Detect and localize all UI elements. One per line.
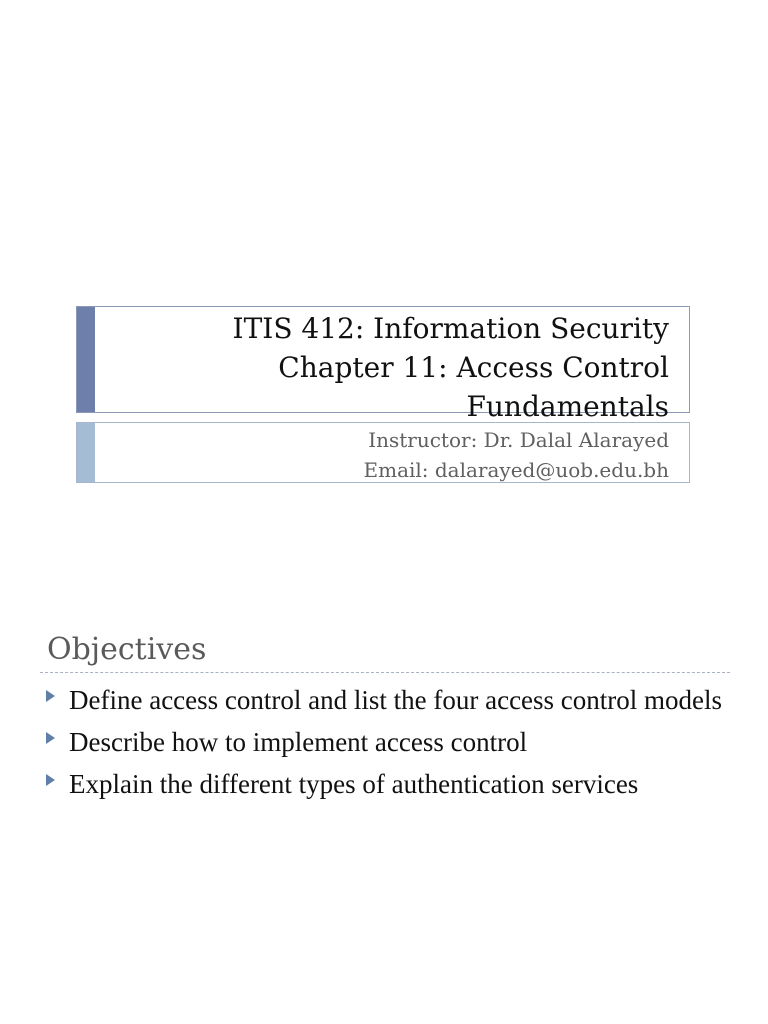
list-item xyxy=(46,682,726,718)
heading-divider xyxy=(40,672,730,673)
list-item xyxy=(46,724,726,760)
title-line-topic: Fundamentals xyxy=(466,390,669,423)
list-item-text: Describe how to implement access control xyxy=(69,727,528,757)
slide-subtitle xyxy=(364,425,670,485)
subtitle-box xyxy=(76,422,690,483)
email-line: Email: dalarayed@uob.edu.bh xyxy=(363,458,669,482)
objectives-heading: Objectives xyxy=(47,632,207,667)
subtitle-accent-bar xyxy=(77,423,95,482)
slide-title xyxy=(233,309,669,426)
list-item xyxy=(46,766,726,802)
triangle-right-icon xyxy=(46,732,55,744)
list-item-text: Define access control and list the four access control models xyxy=(69,685,723,715)
title-box xyxy=(76,306,690,423)
triangle-right-icon xyxy=(46,690,55,702)
title-accent-bar xyxy=(77,307,95,412)
title-line-chapter: Chapter 11: Access Control xyxy=(278,351,669,384)
title-line-course: ITIS 412: Information Security xyxy=(232,312,669,345)
triangle-right-icon xyxy=(46,774,55,786)
objectives-slide xyxy=(0,600,768,1024)
objectives-list xyxy=(46,682,726,808)
instructor-line: Instructor: Dr. Dalal Alarayed xyxy=(368,428,669,452)
list-item-text: Explain the different types of authentication services xyxy=(69,769,639,799)
